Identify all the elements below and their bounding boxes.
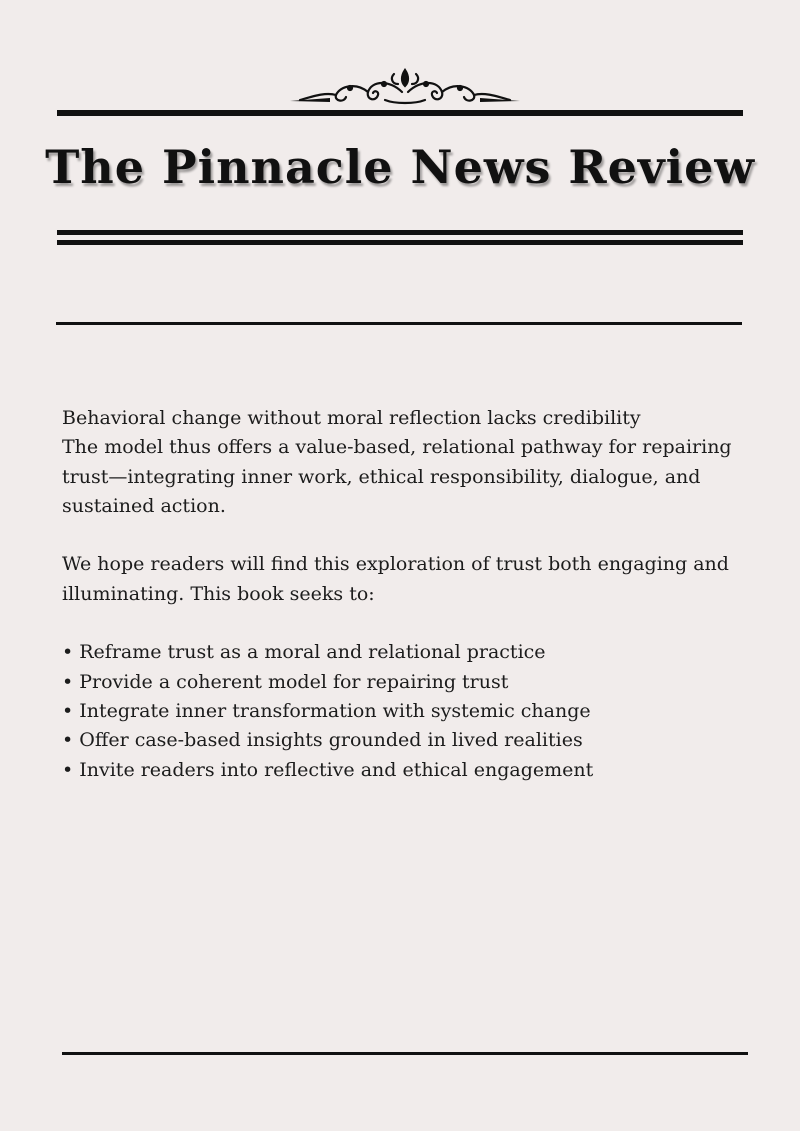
footer-rule [62, 1052, 748, 1055]
list-item: • Offer case-based insights grounded in lived realities [62, 726, 752, 755]
lead-line: Behavioral change without moral reflection lacks credibility [62, 407, 641, 429]
list-item: • Invite readers into reflective and ethical engagement [62, 756, 752, 785]
list-item: • Reframe trust as a moral and relational practice [62, 638, 752, 667]
section-divider [56, 322, 742, 325]
article-body [62, 404, 752, 785]
goals-list [62, 638, 752, 784]
list-item: • Integrate inner transformation with systemic change [62, 697, 752, 726]
masthead-double-rule-lower [57, 240, 743, 245]
paragraph-intro: We hope readers will find this exploration of trust both engaging and illuminating. This book seeks to: [62, 553, 729, 605]
masthead-double-rule-upper [57, 230, 743, 235]
decorative-flourish-icon [290, 62, 520, 108]
masthead-title: The Pinnacle News Review [45, 140, 755, 194]
list-item: • Provide a coherent model for repairing trust [62, 668, 752, 697]
paragraph-model: The model thus offers a value-based, relational pathway for repairing trust—integrating inner work, ethical responsibility, dialogue, and sustained action. [62, 436, 732, 517]
masthead-top-rule [57, 110, 743, 116]
